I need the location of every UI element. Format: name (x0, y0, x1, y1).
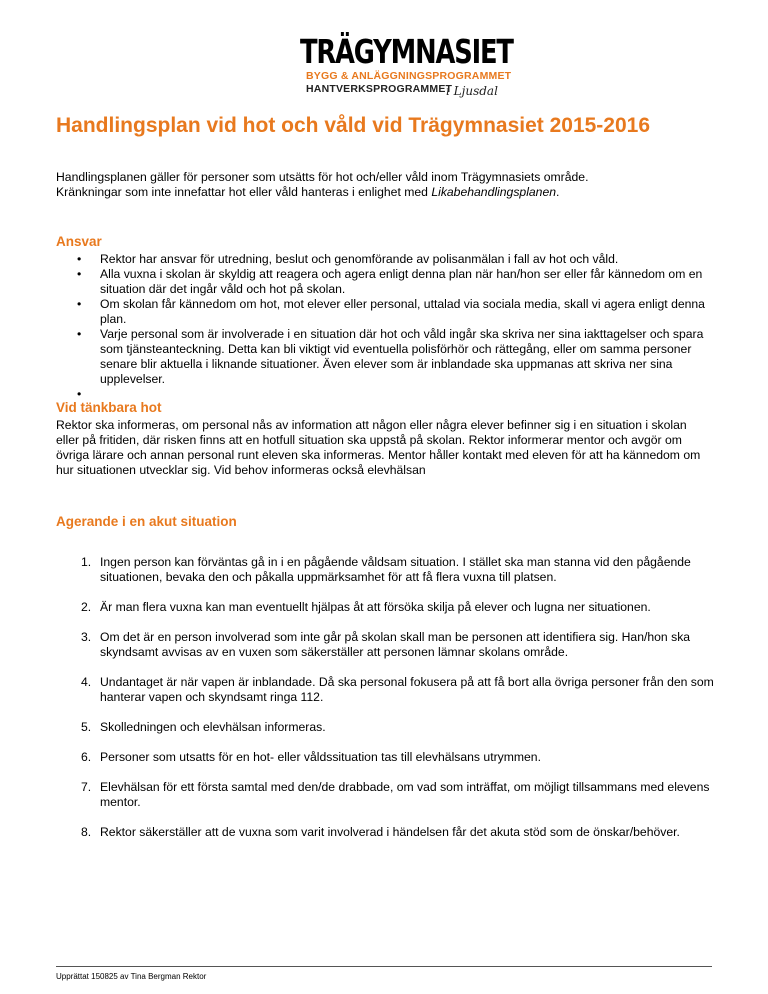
likabehandlingsplan-reference: Likabehandlingsplanen (431, 185, 557, 199)
list-item (56, 555, 716, 585)
logo-place: i Ljusdal (446, 84, 498, 98)
intro-line-2-text: Kränkningar som inte innefattar hot eller våld hanteras i enlighet med (56, 185, 432, 199)
footer-text: Upprättat 150825 av Tina Bergman Rektor (56, 972, 207, 981)
logo-wordmark: TRÄGYMNASIET (300, 32, 513, 71)
logo-line-hantverk: HANTVERKSPROGRAMMET (306, 83, 453, 95)
tankbara-hot-section (56, 400, 706, 478)
school-logo (300, 32, 513, 108)
item-text: Personer som utsatts för en hot- eller våldssituation tas till elevhälsans utrymmen. (100, 750, 541, 764)
list-item (56, 600, 716, 615)
intro-section (56, 170, 706, 200)
akut-section (56, 514, 716, 855)
item-number: 3. (81, 630, 92, 644)
item-text: Om det är en person involverad som inte går på skolan skall man be personen att identifiera sig. Han/hon ska skyndsamt avvisas av en vuxen som säkerställer att personen lämnar skolans område. (100, 630, 691, 659)
list-item (56, 750, 716, 765)
ansvar-heading: Ansvar (56, 234, 102, 249)
tankbara-hot-text: Rektor ska informeras, om personal nås av information att någon eller några elever befinner sig i en situation i skolan eller på fritiden, där risken finns att en hotfull situation ska uppstå på skolan. Rektor informerar mentor och avgör om övriga lärare och annan personal runt eleven ska informeras. Mentor håller kontakt med eleven för att ha kännedom om hur situationen utvecklar sig. Vid behov informeras också elevhälsan (56, 418, 701, 477)
list-item (56, 720, 716, 735)
item-number: 7. (81, 780, 92, 794)
item-text: Skolledningen och elevhälsan informeras. (100, 720, 326, 734)
item-number: 5. (81, 720, 92, 734)
footer-divider (56, 966, 712, 967)
list-item (56, 780, 716, 810)
logo-line-bygg: BYGG & ANLÄGGNINGSPROGRAMMET (306, 70, 512, 82)
intro-line-2-end: . (556, 185, 560, 199)
ansvar-section (56, 234, 706, 402)
item-text: Undantaget är när vapen är inblandade. Då ska personal fokusera på att få bort alla övriga personer från den som hanterar vapen och skyndsamt ringa 112. (100, 675, 714, 704)
akut-list (56, 555, 716, 840)
item-number: 6. (81, 750, 92, 764)
list-item (56, 675, 716, 705)
ansvar-list (56, 252, 706, 402)
list-item (56, 825, 716, 840)
intro-line-2 (56, 185, 706, 200)
intro-line-1: Handlingsplanen gäller för personer som utsätts för hot och/eller våld inom Trägymnasiets område. (56, 170, 589, 184)
list-item (56, 630, 716, 660)
page-title: Handlingsplan vid hot och våld vid Trägymnasiet 2015-2016 (56, 114, 651, 137)
item-text: Ingen person kan förväntas gå in i en pågående våldsam situation. I stället ska man stanna vid den pågående situationen, bevaka den och påkalla uppmärksamhet för att få flera vuxna till platsen. (100, 555, 691, 584)
list-item: • Om skolan får kännedom om hot, mot elever eller personal, uttalad via sociala media, skall vi agera enligt denna plan. (56, 297, 706, 327)
list-item: • Varje personal som är involverade i en situation där hot och våld ingår ska skriva ner sina iakttagelser och spara som tjänsteanteckning. Detta kan bli viktigt vid eventuella polisförhör och rättegång, eller om samma personer senare blir aktuella i liknande situationer. Även elever som är inblandade ska uppmanas att skriva ner sina upplevelser. (56, 327, 706, 387)
item-text: Är man flera vuxna kan man eventuellt hjälpas åt att försöka skilja på elever och lugna ner situationen. (100, 600, 651, 614)
item-number: 8. (81, 825, 92, 839)
list-item: • Rektor har ansvar för utredning, beslut och genomförande av polisanmälan i fall av hot och våld. (56, 252, 706, 267)
item-text: Rektor säkerställer att de vuxna som varit involverad i händelsen får det akuta stöd som de önskar/behöver. (100, 825, 680, 839)
item-text: Elevhälsan för ett första samtal med den/de drabbade, om vad som inträffat, om möjligt tillsammans med elevens mentor. (100, 780, 710, 809)
item-number: 1. (81, 555, 92, 569)
list-item: • Alla vuxna i skolan är skyldig att reagera och agera enligt denna plan när han/hon ser eller får kännedom om en situation där det ingår våld och hot på skolan. (56, 267, 706, 297)
akut-heading: Agerande i en akut situation (56, 514, 237, 529)
item-number: 4. (81, 675, 92, 689)
item-number: 2. (81, 600, 92, 614)
tankbara-hot-heading: Vid tänkbara hot (56, 400, 162, 415)
